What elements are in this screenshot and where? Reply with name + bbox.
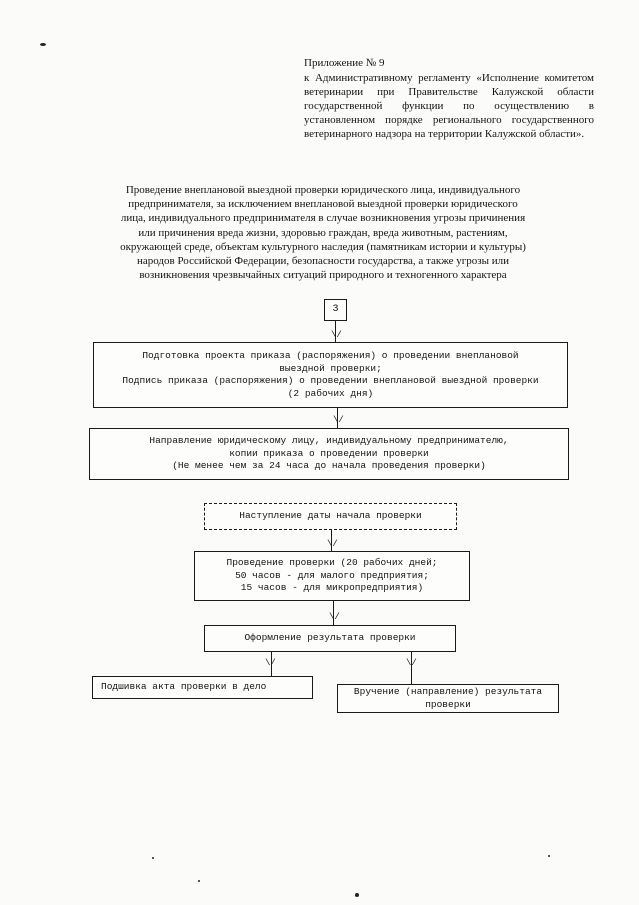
flow-step-conduct-inspection	[194, 551, 470, 601]
arrow-down-icon: \/	[327, 539, 338, 549]
arrow-down-icon: \/	[333, 415, 344, 425]
heading-line: народов Российской Федерации, безопасности государства, а также угрозы или	[136, 255, 510, 268]
appendix-header	[304, 56, 594, 141]
arrow-down-icon: \/	[406, 658, 417, 668]
step-text-line: (2 рабочих дня)	[287, 387, 374, 399]
heading-line: возникновения чрезвычайных ситуаций природного и техногенного характера	[139, 269, 507, 282]
document-heading	[96, 183, 550, 282]
flow-step-format-result	[204, 625, 456, 652]
flow-step-file-act	[92, 676, 313, 699]
flowchart-start-box	[324, 299, 347, 321]
arrow-down-icon: \/	[331, 330, 342, 340]
step-text-line: (Не менее чем за 24 часа до начала проведения проверки)	[172, 460, 486, 472]
step-text-line: Проведение проверки (20 рабочих дней;	[226, 557, 438, 569]
step-text-line: выездной проверки;	[279, 362, 382, 374]
step-text-line: Вручение (направление) результата	[353, 686, 543, 697]
appendix-title: Приложение № 9	[304, 57, 385, 69]
flowchart-start-label: 3	[332, 303, 339, 315]
heading-line: Проведение внеплановой выездной проверки юридического лица, индивидуального	[125, 184, 521, 196]
step-text-line: Направление юридическому лицу, индивидуальному предпринимателю,	[149, 435, 509, 447]
step-text-line: 50 часов - для малого предприятия;	[235, 569, 429, 581]
flow-step-deliver-result	[337, 684, 559, 713]
step-text-line: проверки	[425, 698, 471, 710]
step-text-line: Подпись приказа (распоряжения) о проведении внеплановой выездной проверки	[122, 375, 539, 386]
flow-step-send-order-copy	[89, 428, 569, 480]
arrow-down-icon: \/	[329, 612, 340, 622]
heading-line: лица, индивидуального предпринимателя в случае возникновения угрозы причинения	[120, 212, 526, 225]
scan-speck	[548, 855, 550, 857]
appendix-body: к Административному регламенту «Исполнение комитетом ветеринарии при Правительстве Калужской области государственной функции по осуществлению в установленном порядке регионального государственного ветеринарного надзора на территории Калужской области».	[304, 72, 594, 140]
heading-line: предпринимателя, за исключением внеплановой выездной проверки юридического	[128, 198, 518, 211]
flow-step-start-date	[204, 503, 457, 530]
step-text-line: копии приказа о проведении проверки	[229, 447, 429, 459]
heading-line: или причинения вреда жизни, здоровью граждан, вреда животным, растениям,	[138, 226, 508, 239]
arrow-down-icon: \/	[265, 658, 276, 668]
step-text-line: Подготовка проекта приказа (распоряжения) о проведении внеплановой	[142, 350, 519, 361]
flow-step-prepare-order	[93, 342, 568, 408]
scan-speck	[40, 43, 46, 46]
step-text-line: 15 часов - для микропредприятия)	[240, 582, 424, 594]
scan-speck	[355, 893, 359, 897]
heading-line: окружающей среде, объектам культурного наследия (памятникам истории и культуры)	[120, 240, 526, 253]
step-text-line: Подшивка акта проверки в дело	[101, 681, 267, 693]
scan-speck	[152, 857, 154, 859]
step-text-line: Оформление результата проверки	[244, 632, 416, 644]
step-text-line: Наступление даты начала проверки	[239, 510, 422, 522]
connector-line	[411, 652, 412, 684]
scan-speck	[198, 880, 200, 882]
